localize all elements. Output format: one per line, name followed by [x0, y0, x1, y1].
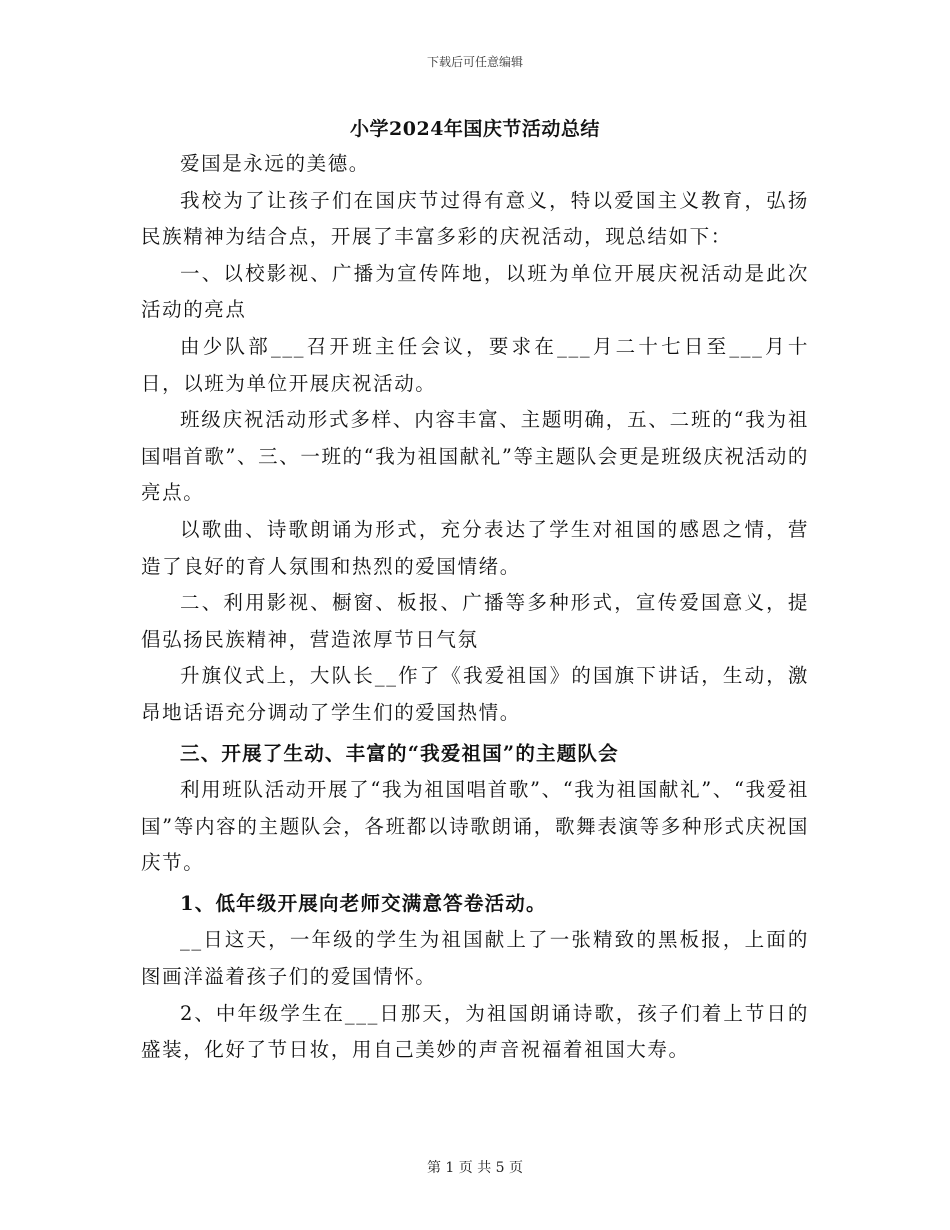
paragraph: 我校为了让孩子们在国庆节过得有意义，特以爱国主义教育，弘扬民族精神为结合点，开展了丰富多彩的庆祝活动，现总结如下： — [141, 188, 809, 249]
section-heading: 二、利用影视、橱窗、板报、广播等多种形式，宣传爱国意义，提倡弘扬民族精神，营造浓厚节日气氛 — [141, 591, 809, 651]
document-body — [141, 146, 809, 1069]
paragraph: 2、中年级学生在___日那天，为祖国朗诵诗歌，孩子们着上节日的盛装，化好了节日妆，用自己美妙的声音祝福着祖国大寿。 — [141, 1001, 809, 1062]
section-heading-bold: 三、开展了生动、丰富的“我爱祖国”的主题队会 — [180, 741, 619, 765]
document-title: 小学2024年国庆节活动总结 — [350, 118, 600, 140]
paragraph: 利用班队活动开展了“我为祖国唱首歌”、“我为祖国献礼”、“我爱祖国”等内容的主题队会，各班都以诗歌朗诵，歌舞表演等多种形式庆祝国庆节。 — [141, 778, 809, 875]
paragraph: 以歌曲、诗歌朗诵为形式，充分表达了学生对祖国的感恩之情，营造了良好的育人氛围和热烈的爱国情绪。 — [141, 517, 809, 578]
section-heading: 一、以校影视、广播为宣传阵地，以班为单位开展庆祝活动是此次活动的亮点 — [141, 261, 809, 322]
download-note: 下载后可任意编辑 — [426, 55, 523, 69]
paragraph: 爱国是永远的美德。 — [180, 152, 370, 175]
subsection-heading-bold: 1、低年级开展向老师交满意答卷活动。 — [180, 891, 547, 915]
paragraph: __日这天，一年级的学生为祖国献上了一张精致的黑板报，上面的图画洋溢着孩子们的爱国情怀。 — [141, 928, 809, 989]
page-number: 第 1 页 共 5 页 — [426, 1160, 524, 1176]
paragraph: 班级庆祝活动形式多样、内容丰富、主题明确，五、二班的“我为祖国唱首歌”、三、一班的“我为祖国献礼”等主题队会更是班级庆祝活动的亮点。 — [141, 408, 809, 505]
paragraph: 升旗仪式上，大队长__作了《我爱祖国》的国旗下讲话，生动，激昂地话语充分调动了学生们的爱国热情。 — [141, 664, 809, 724]
paragraph: 由少队部___召开班主任会议，要求在___月二十七日至___月十日，以班为单位开展庆祝活动。 — [141, 334, 809, 395]
